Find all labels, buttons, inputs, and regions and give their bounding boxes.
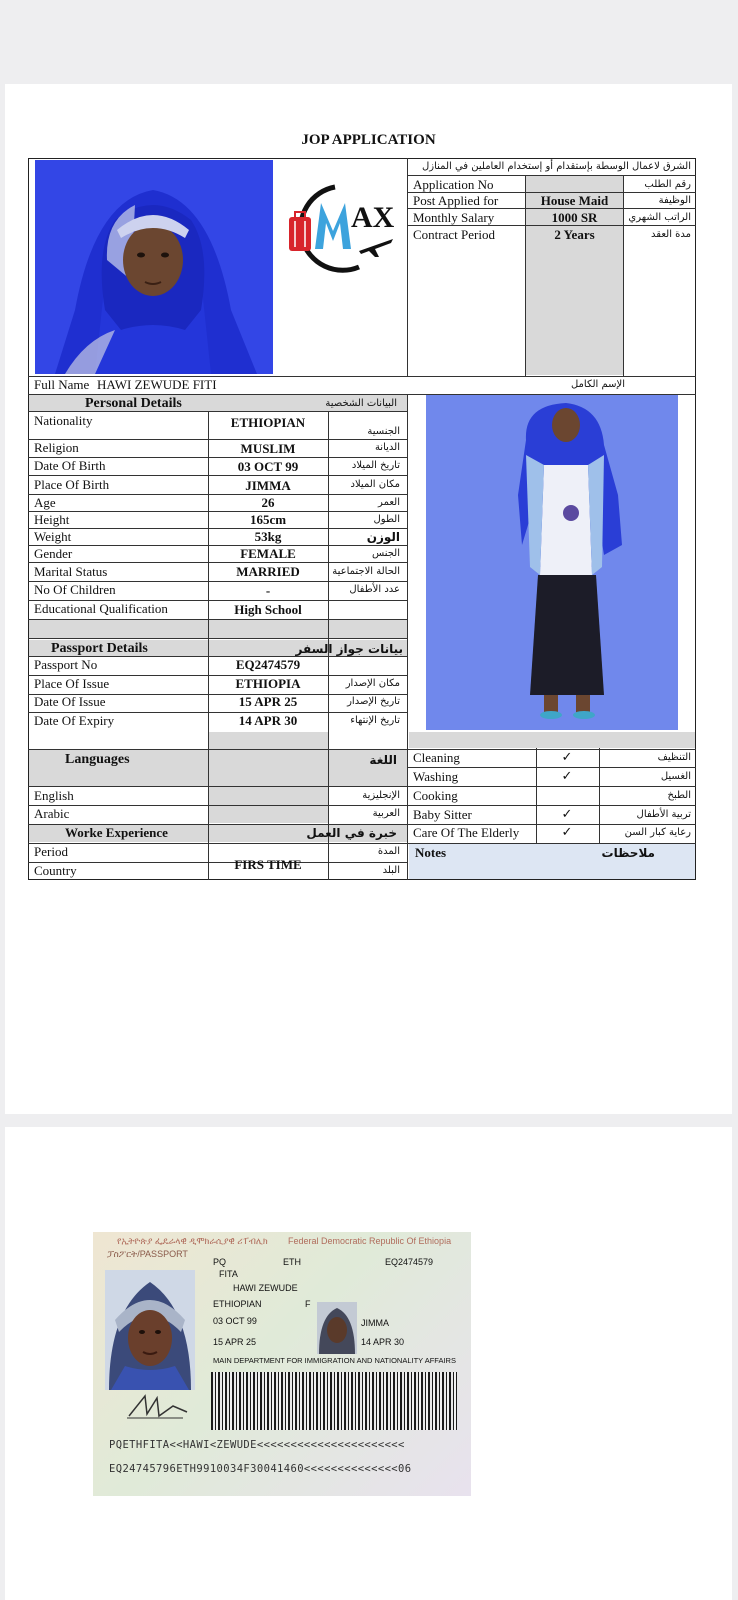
country-label: Country	[34, 863, 77, 878]
personal-details-title: Personal Details	[85, 396, 182, 411]
passport-signature	[123, 1392, 193, 1422]
experience-title-ar: خبرة في العمل	[306, 826, 397, 840]
agency-name-ar: الشرق لاعمال الوسطة بإستقدام أو إستخدام العاملين في المنازل	[422, 161, 691, 172]
skill-baby-sitter-label: Baby Sitter	[413, 807, 472, 822]
date-of-issue-label: Date Of Issue	[34, 694, 106, 709]
post-value: House Maid	[540, 193, 609, 208]
skill-elderly-check: ✓	[561, 825, 573, 840]
passport-dob: 03 OCT 99	[213, 1316, 257, 1326]
experience-value: FIRS TIME	[234, 857, 302, 872]
age-value: 26	[261, 495, 275, 510]
passport-nationality: ETHIOPIAN	[213, 1299, 262, 1309]
passport-number: EQ2474579	[385, 1257, 434, 1267]
passport-doc-label: ፓስፖርት/PASSPORT	[107, 1249, 188, 1259]
nationality-value: ETHIOPIAN	[230, 415, 306, 430]
contract-value: 2 Years	[554, 227, 595, 242]
form-title: JOP APPLICATION	[301, 132, 436, 148]
passport-type: PQ	[213, 1257, 227, 1267]
pob-value: JIMMA	[245, 478, 291, 493]
passport-sex: F	[305, 1299, 311, 1309]
height-label: Height	[34, 512, 70, 527]
passport-scan-page	[5, 1127, 732, 1600]
weight-label: Weight	[34, 529, 72, 544]
languages-title: Languages	[65, 752, 130, 767]
weight-value: 53kg	[254, 529, 282, 544]
skill-baby-sitter-check: ✓	[561, 807, 573, 822]
skill-cooking-label-ar: الطبخ	[667, 790, 691, 801]
weight-label-ar: الوزن	[366, 530, 400, 544]
skill-washing-check: ✓	[561, 769, 573, 784]
marital-label-ar: الحالة الاجتماعية	[332, 566, 400, 577]
notes-label-ar: ملاحظات	[601, 846, 655, 860]
passport-ghost-photo	[317, 1302, 357, 1354]
portrait-photo	[35, 160, 273, 374]
nationality-label-ar: الجنسية	[367, 426, 400, 437]
height-label-ar: الطول	[373, 514, 400, 525]
gender-label-ar: الجنس	[371, 548, 400, 559]
full-name-label: Full Name	[34, 377, 90, 392]
country-label-ar: البلد	[382, 865, 400, 876]
skill-cleaning-check: ✓	[561, 750, 573, 765]
religion-label: Religion	[34, 440, 79, 455]
passport-country-code: ETH	[283, 1257, 301, 1267]
religion-value: MUSLIM	[240, 441, 296, 456]
date-of-expiry-label-ar: تاريخ الإنتهاء	[350, 715, 400, 726]
date-of-expiry-label: Date Of Expiry	[34, 713, 115, 728]
passport-pob: JIMMA	[361, 1318, 389, 1328]
contract-label-ar: مدة العقد	[651, 229, 691, 240]
skill-baby-sitter-label-ar: تربية الأطفال	[636, 809, 691, 820]
place-of-issue-label-ar: مكان الإصدار	[345, 678, 400, 689]
dob-label: Date Of Birth	[34, 458, 106, 473]
children-label-ar: عدد الأطفال	[349, 584, 400, 595]
passport-no-value: EQ2474579	[235, 657, 301, 672]
arabic-label-ar: العربية	[372, 808, 400, 819]
children-value: -	[265, 583, 271, 598]
passport-given-names: HAWI ZEWUDE	[233, 1283, 298, 1293]
skill-cooking-label: Cooking	[413, 788, 458, 803]
arabic-label: Arabic	[34, 806, 70, 821]
languages-title-ar: اللغة	[369, 753, 397, 767]
passport-details-title-ar: بيانات جواز السفر	[295, 642, 403, 656]
gender-label: Gender	[34, 546, 73, 561]
notes-label: Notes	[415, 845, 447, 860]
date-of-issue-label-ar: تاريخ الإصدار	[347, 696, 400, 707]
passport-scan	[93, 1232, 471, 1496]
education-value: High School	[234, 602, 302, 617]
experience-title: Worke Experience	[65, 825, 168, 840]
dob-value: 03 OCT 99	[237, 459, 299, 474]
salary-label-ar: الراتب الشهري	[628, 212, 691, 223]
passport-mrz-line2: EQ24745796ETH9910034F30041460<<<<<<<<<<<<<<06	[109, 1463, 412, 1475]
height-value: 165cm	[249, 512, 287, 527]
skill-cleaning-label-ar: التنظيف	[657, 752, 691, 763]
skill-elderly-label: Care Of The Elderly	[413, 825, 520, 840]
full-body-photo	[426, 395, 678, 730]
application-no-label: Application No	[413, 177, 494, 192]
passport-main-photo	[105, 1270, 195, 1390]
passport-doi: 15 APR 25	[213, 1337, 257, 1347]
personal-details-title-ar: البيانات الشخصية	[325, 398, 397, 409]
contract-label: Contract Period	[413, 227, 495, 242]
passport-no-label: Passport No	[34, 657, 98, 672]
age-label: Age	[34, 495, 56, 510]
age-label-ar: العمر	[378, 497, 400, 508]
english-label-ar: الإنجليزية	[362, 790, 400, 801]
passport-header-en: Federal Democratic Republic Of Ethiopia	[288, 1236, 452, 1246]
salary-value: 1000 SR	[551, 210, 598, 225]
skill-washing-label: Washing	[413, 769, 459, 784]
marital-value: MARRIED	[236, 564, 300, 579]
passport-authority: MAIN DEPARTMENT FOR IMMIGRATION AND NATIONALITY AFFAIRS	[213, 1356, 456, 1365]
passport-mrz-line1: PQETHFITA<<HAWI<ZEWUDE<<<<<<<<<<<<<<<<<<<<<<	[109, 1439, 405, 1451]
place-of-issue-label: Place Of Issue	[34, 676, 110, 691]
passport-header-am: የኢትዮጵያ ፌዴራላዊ ዲሞክራሲያዊ ሪፐብሊክ	[117, 1236, 268, 1246]
skill-washing-label-ar: الغسيل	[660, 771, 691, 782]
nationality-label: Nationality	[34, 413, 93, 428]
marital-label: Marital Status	[34, 564, 108, 579]
place-of-issue-value: ETHIOPIA	[235, 676, 301, 691]
pob-label-ar: مكان الميلاد	[350, 479, 400, 490]
children-label: No Of Children	[34, 582, 116, 597]
religion-label-ar: الديانة	[374, 442, 400, 453]
date-of-expiry-value: 14 APR 30	[238, 713, 298, 728]
application-no-label-ar: رقم الطلب	[644, 179, 691, 190]
passport-surname: FITA	[219, 1269, 238, 1279]
skill-cleaning-label: Cleaning	[413, 750, 460, 765]
date-of-issue-value: 15 APR 25	[238, 694, 298, 709]
passport-barcode	[211, 1372, 457, 1430]
gender-value: FEMALE	[240, 546, 296, 561]
salary-label: Monthly Salary	[413, 210, 495, 225]
full-name-value: HAWI ZEWUDE FITI	[97, 377, 217, 392]
post-label-ar: الوظيفة	[658, 195, 691, 206]
application-form-page	[5, 84, 732, 1114]
education-label: Educational Qualification	[34, 601, 168, 616]
full-name-label-ar: الإسم الكامل	[570, 379, 625, 390]
agency-logo	[275, 179, 403, 279]
passport-doe: 14 APR 30	[361, 1337, 405, 1347]
dob-label-ar: تاريخ الميلاد	[351, 460, 400, 471]
period-label-ar: المدة	[377, 846, 400, 857]
logo-text: AX	[351, 201, 395, 234]
skill-elderly-label-ar: رعاية كبار السن	[624, 827, 691, 838]
pob-label: Place Of Birth	[34, 477, 110, 492]
post-label: Post Applied for	[413, 193, 499, 208]
passport-details-title: Passport Details	[51, 641, 148, 656]
english-label: English	[34, 788, 74, 803]
period-label: Period	[34, 844, 68, 859]
